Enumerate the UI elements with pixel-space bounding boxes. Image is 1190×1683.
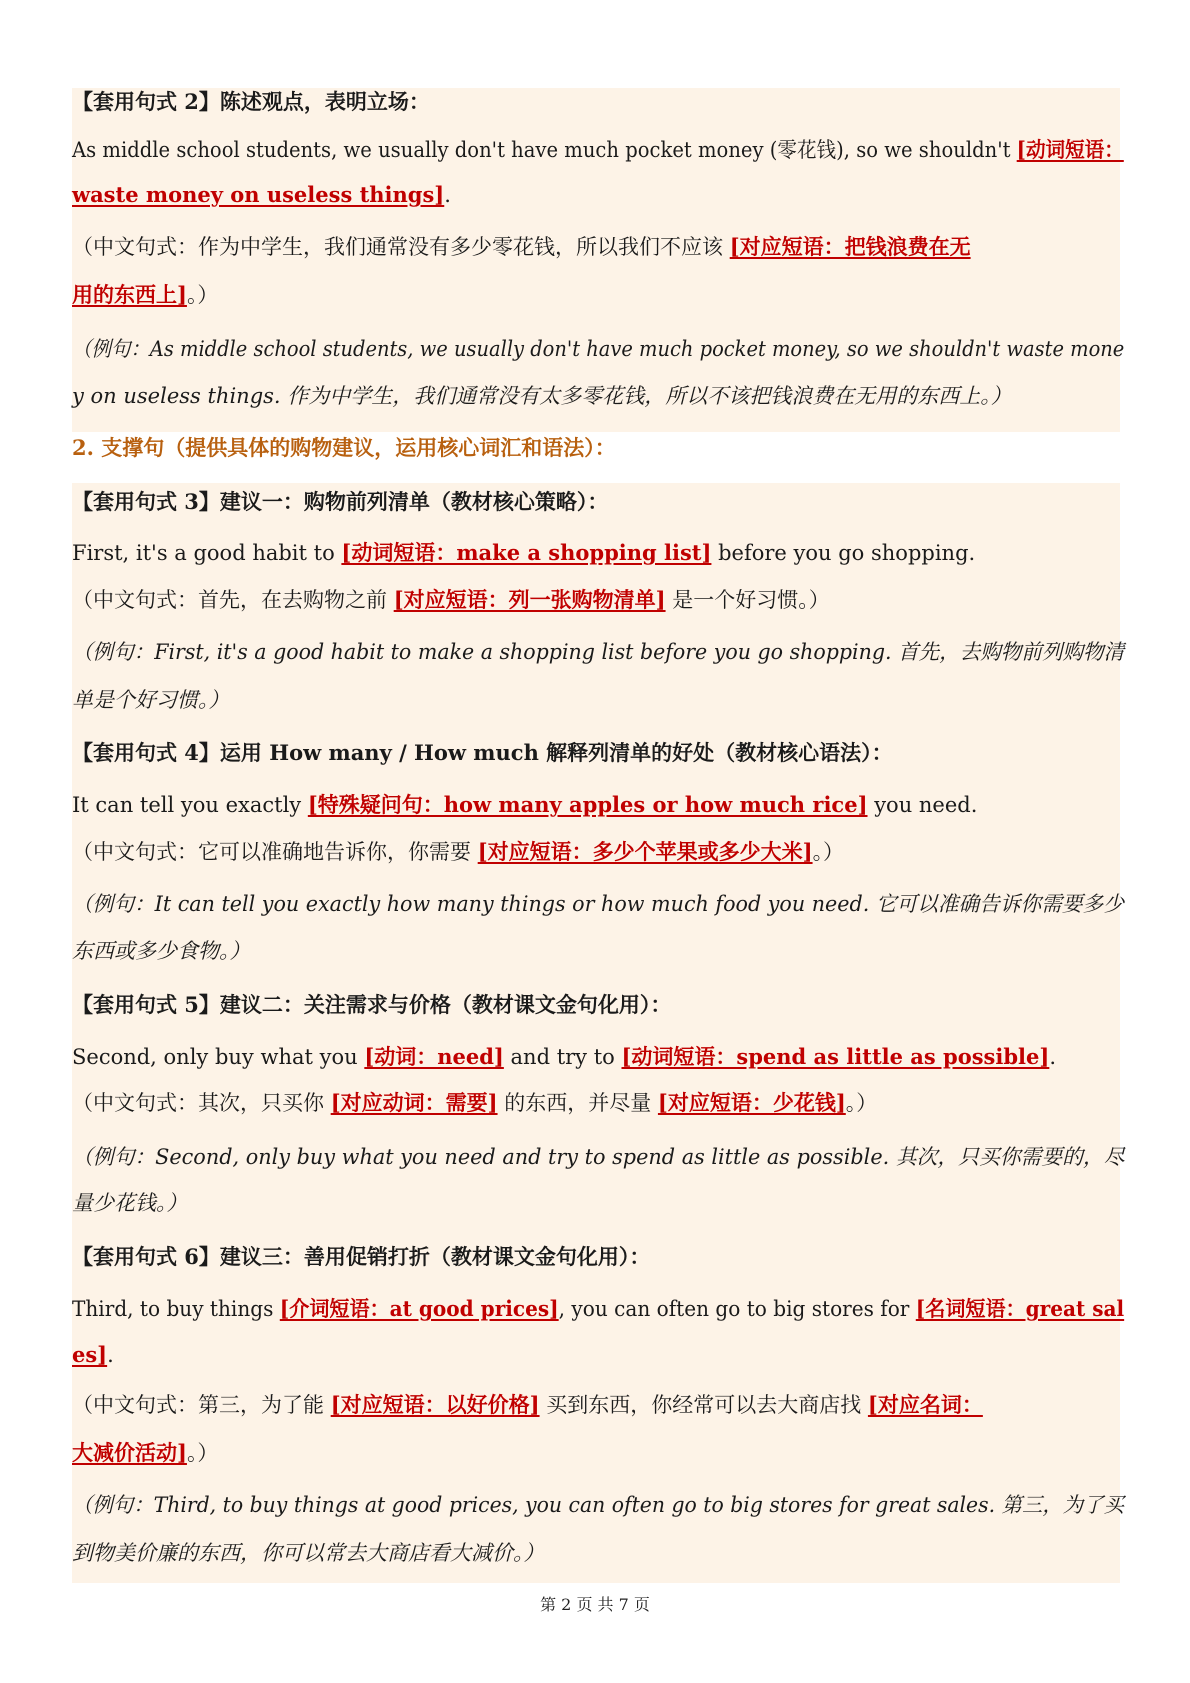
pattern-4-blank: [特殊疑问句：how many apples or how much rice]	[307, 792, 868, 817]
pattern-6-cn-blank-2-cont: 大减价活动]	[72, 1440, 187, 1465]
pattern-6-blank-2: [名词短语：great sal	[915, 1296, 1125, 1321]
pattern-5-header: 【套用句式 5】建议二：关注需求与价格（教材课文金句化用）：	[72, 992, 672, 1017]
pattern-3-english: First, it's a good habit to [动词短语：make a shopping list] before you go shopping.	[72, 540, 976, 565]
section-heading: 2. 支撑句（提供具体的购物建议，运用核心词汇和语法）：	[72, 435, 616, 460]
pattern-3-header: 【套用句式 3】建议一：购物前列清单（教材核心策略）：	[72, 489, 609, 514]
pattern-2-chinese-cont: 用的东西上]。）	[72, 282, 219, 307]
pattern-3-cn-blank: [对应短语：列一张购物清单]	[393, 587, 666, 612]
pattern-6-english: Third, to buy things [介词短语：at good prices], you can often go to big stores for [名词短语：great sal	[72, 1296, 1125, 1321]
pattern-2-chinese: （中文句式：作为中学生，我们通常没有多少零花钱，所以我们不应该 [对应短语：把钱浪费在无	[72, 234, 971, 259]
pattern-3-blank: [动词短语：make a shopping list]	[341, 540, 712, 565]
pattern-6-chinese: （中文句式：第三，为了能 [对应短语：以好价格] 买到东西，你经常可以去大商店找 [对应名词：	[72, 1392, 983, 1417]
pattern-4-chinese: （中文句式：它可以准确地告诉你，你需要 [对应短语：多少个苹果或多少大米]。）	[72, 839, 845, 864]
pattern-3-chinese: （中文句式：首先，在去购物之前 [对应短语：列一张购物清单] 是一个好习惯。）	[72, 587, 830, 612]
pattern-4-header: 【套用句式 4】运用 How many / How much 解释列清单的好处（教材核心语法）：	[72, 740, 893, 765]
pattern-6-header: 【套用句式 6】建议三：善用促销打折（教材课文金句化用）：	[72, 1244, 651, 1269]
pattern-5-english: Second, only buy what you [动词：need] and try to [动词短语：spend as little as possible].	[72, 1044, 1056, 1069]
pattern-4-cn-blank: [对应短语：多少个苹果或多少大米]	[477, 839, 813, 864]
pattern-5-cn-blank-2: [对应短语：少花钱]	[657, 1090, 846, 1115]
pattern-2-english: As middle school students, we usually don't have much pocket money (零花钱), so we shouldn't [动词短语：	[72, 137, 1124, 162]
pattern-5-example-cont: 量少花钱。）	[72, 1191, 188, 1215]
pattern-5-chinese: （中文句式：其次，只买你 [对应动词：需要] 的东西，并尽量 [对应短语：少花钱]。）	[72, 1090, 878, 1115]
pattern-5-example: （例句：Second, only buy what you need and try to spend as little as possible. 其次，只买你需要的，尽	[72, 1145, 1125, 1169]
pattern-2-example: （例句：As middle school students, we usually don't have much pocket money, so we shouldn't waste mone	[72, 337, 1125, 361]
pattern-2-english-cont: waste money on useless things].	[72, 182, 451, 207]
pattern-2-header: 【套用句式 2】陈述观点，表明立场：	[72, 89, 430, 114]
pattern-6-blank-2-cont: es]	[72, 1342, 108, 1367]
pattern-5-cn-blank-1: [对应动词：需要]	[330, 1090, 498, 1115]
pattern-4-english: It can tell you exactly [特殊疑问句：how many apples or how much rice] you need.	[72, 792, 978, 817]
pattern-2-blank-cont: waste money on useless things]	[72, 182, 445, 207]
pattern-4-example-cont: 东西或多少食物。）	[72, 939, 251, 963]
pattern-2-cn-blank-cont: 用的东西上]	[72, 282, 187, 307]
pattern-6-english-cont: es].	[72, 1342, 114, 1367]
page-number: 第 2 页 共 7 页	[540, 1595, 650, 1614]
pattern-2-example-cont: y on useless things. 作为中学生，我们通常没有太多零花钱，所以不该把钱浪费在无用的东西上。）	[72, 384, 1012, 408]
pattern-3-example: （例句：First, it's a good habit to make a shopping list before you go shopping. 首先，去购物前列购物清	[72, 640, 1125, 664]
pattern-3-example-cont: 单是个好习惯。）	[72, 688, 230, 712]
pattern-5-blank-2: [动词短语：spend as little as possible]	[621, 1044, 1050, 1069]
pattern-2-cn-blank: [对应短语：把钱浪费在无	[729, 234, 971, 259]
pattern-6-cn-blank-2: [对应名词：	[867, 1392, 983, 1417]
pattern-2-blank: [动词短语：	[1016, 137, 1124, 162]
pattern-6-example-cont: 到物美价廉的东西，你可以常去大商店看大减价。）	[72, 1541, 545, 1565]
pattern-6-blank-1: [介词短语：at good prices]	[279, 1296, 559, 1321]
pattern-4-example: （例句：It can tell you exactly how many things or how much food you need. 它可以准确告诉你需要多少	[72, 892, 1124, 916]
pattern-5-blank-1: [动词：need]	[364, 1044, 504, 1069]
pattern-6-chinese-cont: 大减价活动]。）	[72, 1440, 219, 1465]
pattern-6-cn-blank-1: [对应短语：以好价格]	[330, 1392, 540, 1417]
pattern-6-example: （例句：Third, to buy things at good prices, you can often go to big stores for great sales. 第三，为了买	[72, 1493, 1124, 1517]
